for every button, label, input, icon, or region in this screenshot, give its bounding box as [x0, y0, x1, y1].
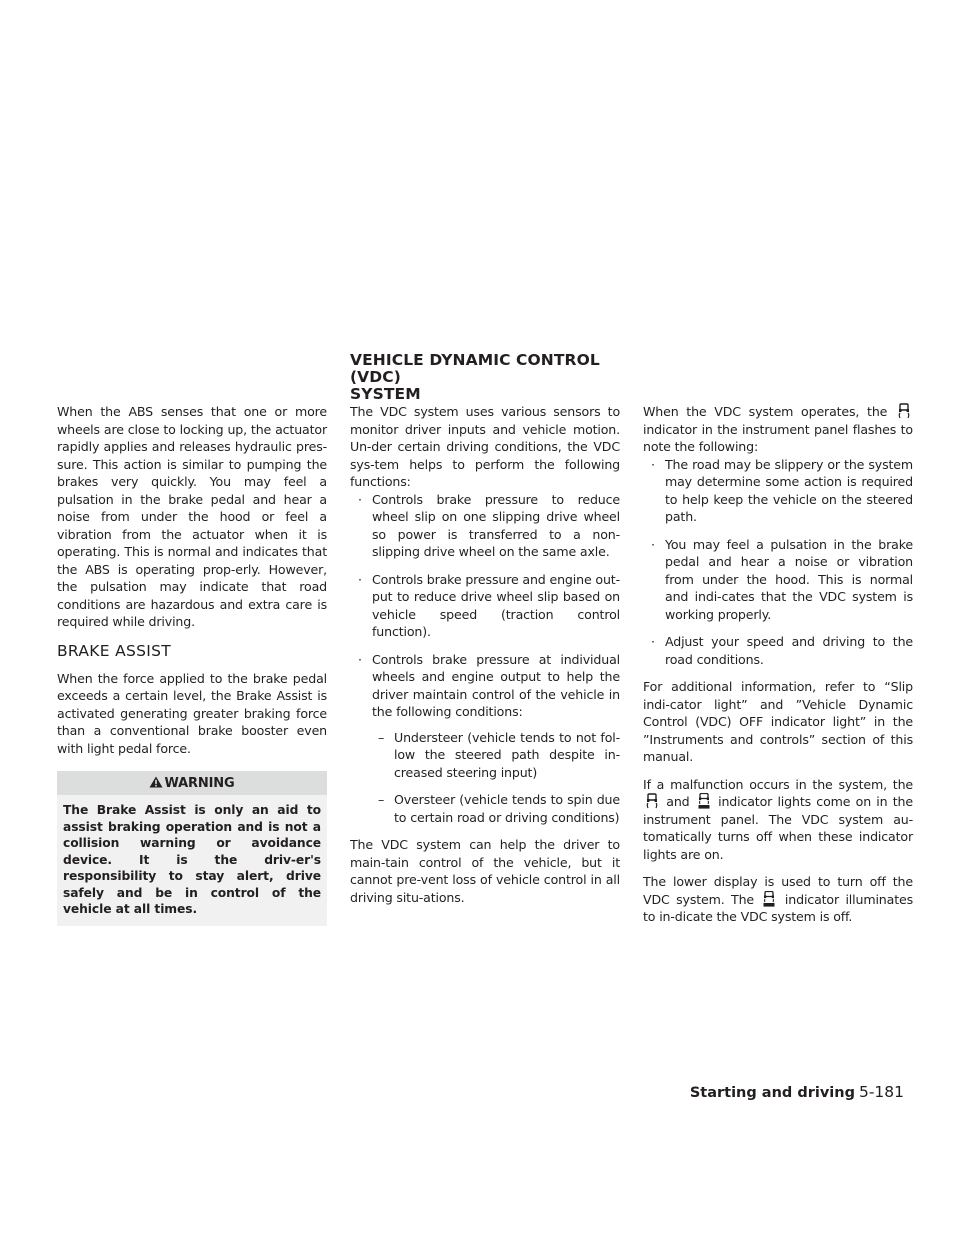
abs-paragraph: When the ABS senses that one or more wheels are close to locking up, the actuator rapidly applies and releases hydraulic pres-sure. This action is similar to pumping the brakes very quickly. You may feel a pulsation in the brake pedal and hear a noise from under the hood or feel a vibration from the actuator when it is operating. This is normal and indicates that the ABS is operating prop-erly. However, the pulsation may indicate that road conditions are hazardous and extra care is required while driving. — [57, 404, 327, 629]
list-item — [643, 536, 913, 624]
list-item — [350, 571, 620, 641]
text-span: When the VDC system operates, the — [643, 404, 888, 419]
list-item-text: Oversteer (vehicle tends to spin due to certain road or driving conditions) — [394, 792, 620, 825]
column-right — [643, 403, 913, 936]
list-item-text: Adjust your speed and driving to the road conditions. — [665, 634, 913, 667]
text-span: indicator lights come on in the instrument panel. The VDC system au-tomatically turns off when these indicator lights are on. — [643, 794, 913, 862]
list-item-text: You may feel a pulsation in the brake pedal and hear a noise or vibration from under the hood. This is normal and indi-cates that the VDC system is working properly. — [665, 536, 913, 622]
warning-label: WARNING — [164, 776, 235, 791]
footer-section-name: Starting and driving — [689, 1085, 855, 1101]
warning-text: The Brake Assist is only an aid to assist braking operation and is not a collision warning or avoidance device. It is the driv-er's responsibility to stay alert, drive safely and be in control of the vehicle at all times. — [57, 795, 327, 926]
warning-header — [57, 771, 327, 795]
conditions-list — [372, 729, 620, 827]
list-item — [350, 651, 620, 827]
page-number: 5-181 — [858, 1083, 904, 1101]
lower-display-paragraph — [643, 873, 913, 926]
vdc-functions-list — [350, 491, 620, 827]
column-left — [57, 403, 327, 926]
vdc-off-indicator-icon — [697, 793, 711, 809]
section-title — [350, 352, 650, 403]
page-footer — [690, 1082, 904, 1103]
list-item-text: The road may be slippery or the system may determine some action is required to help keep the vehicle on the steered path. — [665, 456, 913, 524]
text-span: indicator illuminates to in-dicate the VDC system is off. — [643, 891, 913, 924]
section-title-line2: SYSTEM — [350, 385, 421, 403]
vdc-intro: The VDC system uses various sensors to monitor driver inputs and vehicle motion. Un-der certain driving conditions, the VDC sys-tem helps to perform the following functions: — [350, 404, 620, 489]
text-span: and — [666, 794, 690, 809]
list-item-text: Controls brake pressure at individual wheels and engine output to help the driver maintain control of the vehicle in the following conditions: — [372, 651, 620, 719]
warning-triangle-icon — [149, 776, 163, 788]
list-item-text: Controls brake pressure to reduce wheel slip on one slipping drive wheel so power is transferred to a non-slipping drive wheel on the same axle. — [372, 491, 620, 559]
brake-assist-heading: BRAKE ASSIST — [57, 641, 172, 660]
column-middle — [350, 403, 620, 916]
vdc-operates-paragraph — [643, 403, 913, 456]
list-item — [643, 633, 913, 668]
malfunction-paragraph — [643, 776, 913, 864]
warning-box — [57, 771, 327, 926]
list-item — [350, 491, 620, 561]
slip-indicator-icon — [897, 403, 911, 419]
section-title-line1: VEHICLE DYNAMIC CONTROL (VDC) — [350, 351, 600, 386]
list-item-text: Controls brake pressure and engine out-put to reduce drive wheel slip based on vehicle speed (traction control function). — [372, 571, 620, 639]
text-span: indicator in the instrument panel flashes to note the following: — [643, 421, 913, 454]
slip-indicator-icon — [645, 793, 659, 809]
list-item-text: Understeer (vehicle tends to not fol-low the steered path despite in-creased steering input) — [394, 729, 620, 780]
vdc-notes-list — [643, 456, 913, 669]
additional-info-paragraph: For additional information, refer to “Slip indi-cator light” and ”Vehicle Dynamic Control (VDC) OFF indicator light” in the ”Instruments and controls” section of this manual. — [643, 679, 913, 764]
list-item — [372, 791, 620, 826]
list-item — [643, 456, 913, 526]
text-span: If a malfunction occurs in the system, the — [643, 776, 913, 792]
text-span: The lower display is used to turn off the VDC system. The — [643, 874, 913, 907]
brake-assist-paragraph: When the force applied to the brake pedal exceeds a certain level, the Brake Assist is activated generating greater braking force than a conventional brake booster even with light pedal force. — [57, 670, 327, 756]
vdc-closing: The VDC system can help the driver to main-tain control of the vehicle, but it cannot pre-vent loss of vehicle control in all driving situ-ations. — [350, 837, 620, 905]
list-item — [372, 729, 620, 782]
vdc-off-indicator-icon — [762, 891, 776, 907]
